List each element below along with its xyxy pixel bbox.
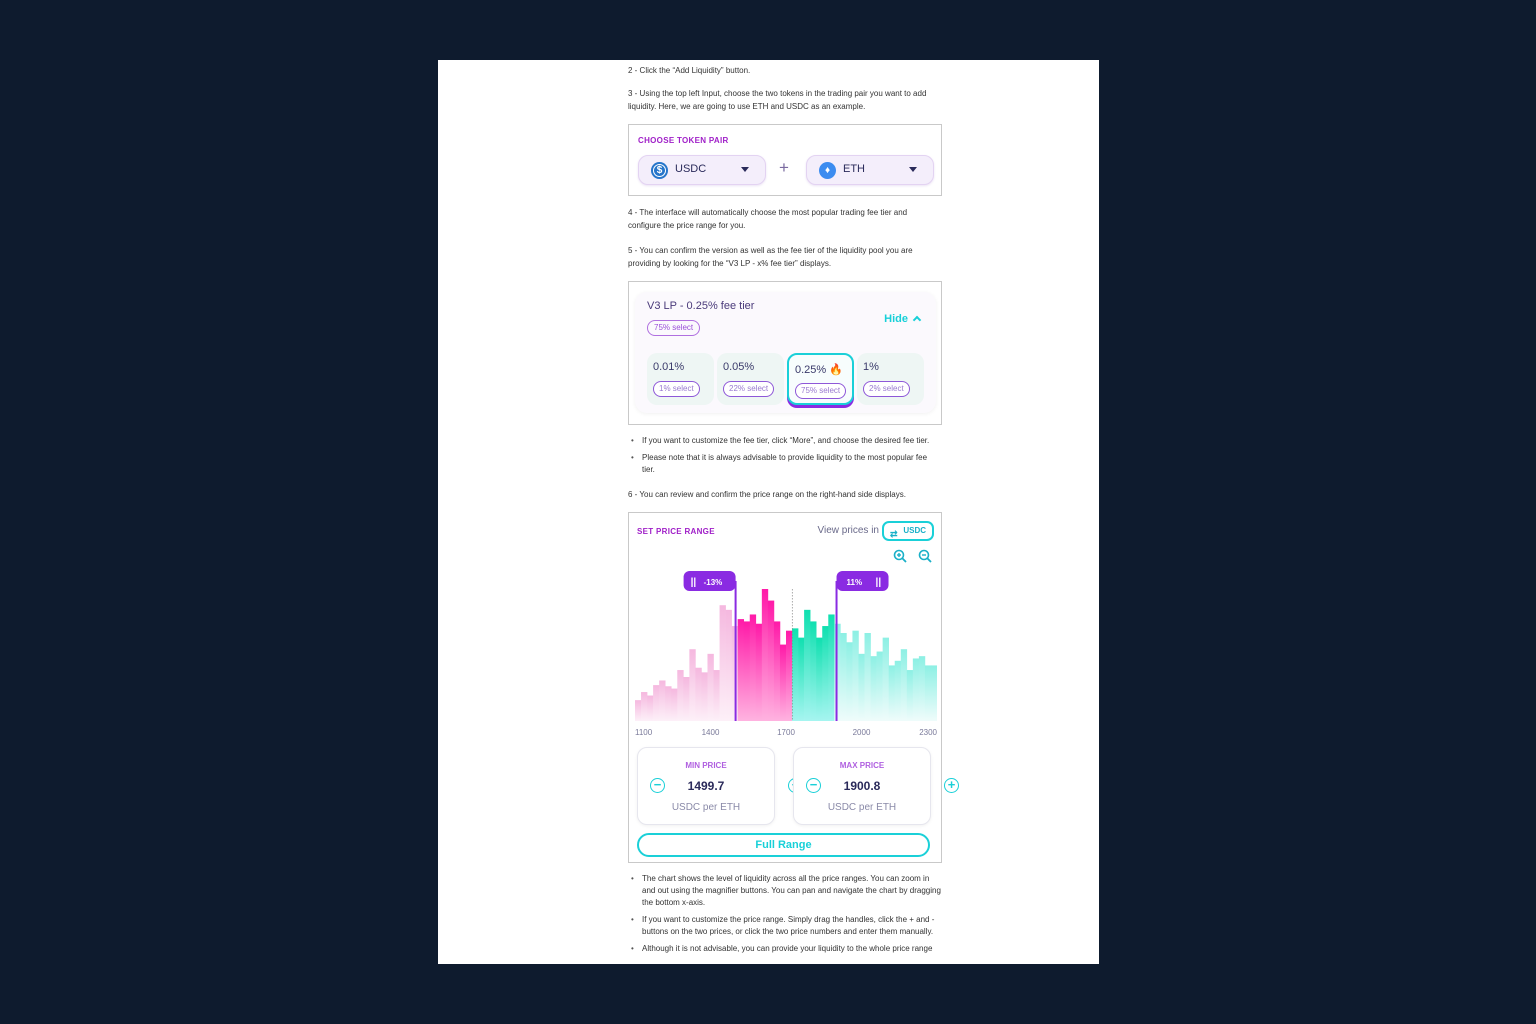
liquidity-bar	[846, 642, 852, 721]
fee-tier-option[interactable]	[647, 353, 714, 405]
caret-down-icon	[909, 167, 917, 172]
fee-tier-card	[635, 292, 936, 413]
list-item: • If you want to customize the fee tier, click “More”, and choose the desired fee tier.	[628, 435, 942, 447]
fee-tier-select-badge: 22% select	[723, 381, 774, 397]
max-price-unit: USDC per ETH	[827, 802, 897, 813]
price-range-title: SET PRICE RANGE	[637, 527, 715, 536]
fee-tier-percent: 0.25% 🔥	[795, 364, 843, 376]
token-b-selector[interactable]	[806, 155, 934, 185]
full-range-button[interactable]: Full Range	[637, 833, 930, 857]
liquidity-bar	[659, 680, 665, 721]
liquidity-bar	[768, 601, 774, 721]
view-prices-toggle[interactable]	[882, 521, 934, 541]
liquidity-bar	[852, 631, 858, 721]
liquidity-bar	[919, 656, 925, 721]
liquidity-bar	[913, 658, 919, 721]
liquidity-bar	[653, 685, 659, 721]
article-page	[438, 60, 1099, 964]
liquidity-bar	[780, 645, 786, 721]
max-price-value[interactable]: 1900.8	[843, 779, 881, 793]
fee-tier-panel	[628, 281, 942, 425]
max-price-decrement-button[interactable]: −	[806, 778, 821, 793]
liquidity-bar	[889, 665, 895, 721]
liquidity-bar	[895, 661, 901, 721]
drag-grip-icon: ||	[875, 577, 882, 588]
liquidity-bar	[701, 672, 707, 721]
liquidity-bar	[865, 633, 871, 721]
min-price-decrement-button[interactable]: −	[650, 778, 665, 793]
liquidity-bar	[822, 626, 828, 721]
liquidity-bar	[786, 631, 792, 721]
fee-tier-notes	[628, 435, 942, 481]
liquidity-bar	[877, 652, 883, 721]
view-prices-currency: USDC	[903, 526, 926, 535]
view-prices-label: View prices in	[817, 525, 879, 536]
hide-label: Hide	[884, 313, 908, 325]
fee-tier-percent: 1%	[863, 361, 879, 373]
zoom-in-icon[interactable]	[893, 549, 907, 563]
liquidity-bar	[647, 696, 653, 721]
min-price-unit: USDC per ETH	[671, 802, 741, 813]
step-3-text: 3 - Using the top left Input, choose the two tokens in the trading pair you want to add liquidity. Here, we are going to use ETH and USDC as an example.	[628, 89, 927, 111]
fee-tier-title: V3 LP - 0.25% fee tier	[647, 300, 755, 312]
range-handle-label: -13%	[703, 578, 723, 587]
list-item: • Please note that it is always advisable to provide liquidity to the most popular fee tier.	[628, 452, 942, 476]
list-item: • If you want to customize the price range. Simply drag the handles, click the + and - buttons on the two prices, or click the two price numbers and enter them manually.	[628, 914, 942, 938]
liquidity-bar	[665, 686, 671, 721]
hide-button[interactable]	[884, 313, 920, 325]
step-2-text: 2 - Click the “Add Liquidity” button.	[628, 66, 751, 75]
liquidity-bar	[925, 665, 931, 721]
liquidity-bar	[774, 621, 780, 721]
min-price-label: MIN PRICE	[685, 761, 727, 770]
chevron-up-icon	[913, 316, 921, 324]
liquidity-bar	[871, 656, 877, 721]
liquidity-chart[interactable]	[635, 569, 937, 742]
fee-tier-option[interactable]	[857, 353, 924, 405]
price-range-panel	[628, 512, 956, 863]
min-price-value[interactable]: 1499.7	[687, 779, 725, 793]
drag-grip-icon: ||	[690, 577, 697, 588]
max-price-label: MAX PRICE	[839, 761, 885, 770]
liquidity-bar	[804, 610, 810, 721]
liquidity-bar	[707, 654, 713, 721]
fee-tier-select-badge: 75% select	[795, 383, 846, 399]
liquidity-bar	[798, 638, 804, 721]
caret-down-icon	[741, 167, 749, 172]
x-tick-label: 1100	[635, 728, 653, 737]
liquidity-bar	[931, 665, 937, 721]
liquidity-bar	[671, 689, 677, 721]
liquidity-bar	[677, 670, 683, 721]
token-a-selector[interactable]	[638, 155, 766, 185]
liquidity-bar	[810, 621, 816, 721]
fee-tier-select-badge: 2% select	[863, 381, 910, 397]
liquidity-bar	[683, 677, 689, 721]
liquidity-bar	[641, 692, 647, 721]
eth-icon: ♦	[819, 162, 836, 179]
fee-tier-option-selected[interactable]	[787, 353, 854, 405]
swap-icon: ⇄	[890, 529, 898, 539]
x-tick-label: 2300	[919, 728, 937, 737]
x-tick-label: 2000	[852, 728, 871, 737]
liquidity-bar	[689, 649, 695, 721]
liquidity-bar	[750, 614, 756, 721]
liquidity-bar	[901, 649, 907, 721]
liquidity-bar	[744, 621, 750, 721]
fee-tier-selection-badge: 75% select	[647, 320, 700, 336]
liquidity-bar	[883, 638, 889, 721]
token-b-label: ETH	[843, 163, 865, 175]
liquidity-bar	[756, 624, 762, 721]
fee-tier-select-badge: 1% select	[653, 381, 700, 397]
token-a-label: USDC	[675, 163, 707, 175]
min-price-box	[637, 747, 775, 825]
liquidity-bar	[792, 628, 798, 721]
fee-tier-option[interactable]	[717, 353, 784, 405]
liquidity-bar	[907, 670, 913, 721]
step-6-text: 6 - You can review and confirm the price range on the right-hand side displays.	[628, 490, 906, 499]
liquidity-bar	[720, 605, 726, 721]
fee-tier-percent: 0.05%	[723, 361, 755, 373]
liquidity-bar	[858, 654, 864, 721]
liquidity-bar	[840, 633, 846, 721]
fee-tier-percent: 0.01%	[653, 361, 685, 373]
liquidity-bar	[762, 589, 768, 721]
range-handle-label: 11%	[846, 578, 863, 587]
chart-notes	[628, 873, 942, 960]
token-pair-title: CHOOSE TOKEN PAIR	[638, 136, 729, 145]
x-tick-label: 1400	[701, 728, 720, 737]
step-5-text: 5 - You can confirm the version as well as the fee tier of the liquidity pool you are providing by looking for the “V3 LP - x% fee tier” displays.	[628, 246, 913, 268]
max-price-box	[793, 747, 956, 825]
liquidity-bar	[828, 614, 834, 721]
liquidity-bar	[726, 610, 732, 721]
liquidity-bar	[635, 700, 641, 721]
max-price-increment-button[interactable]: +	[944, 778, 959, 793]
usdc-icon: $	[651, 162, 668, 179]
plus-icon: +	[779, 158, 789, 177]
liquidity-bar	[714, 670, 720, 721]
zoom-out-icon[interactable]	[918, 549, 932, 563]
liquidity-bar	[816, 638, 822, 721]
list-item: • The chart shows the level of liquidity across all the price ranges. You can zoom in and out using the magnifier buttons. You can pan and navigate the chart by dragging the bottom x-axis.	[628, 873, 942, 909]
x-tick-label: 1700	[777, 728, 795, 737]
step-4-text: 4 - The interface will automatically choose the most popular trading fee tier and configure the price range for you.	[628, 208, 908, 230]
liquidity-bar	[738, 619, 744, 721]
list-item: • Although it is not advisable, you can provide your liquidity to the whole price range	[628, 943, 942, 955]
liquidity-bar	[695, 668, 701, 721]
token-pair-panel	[628, 124, 942, 196]
